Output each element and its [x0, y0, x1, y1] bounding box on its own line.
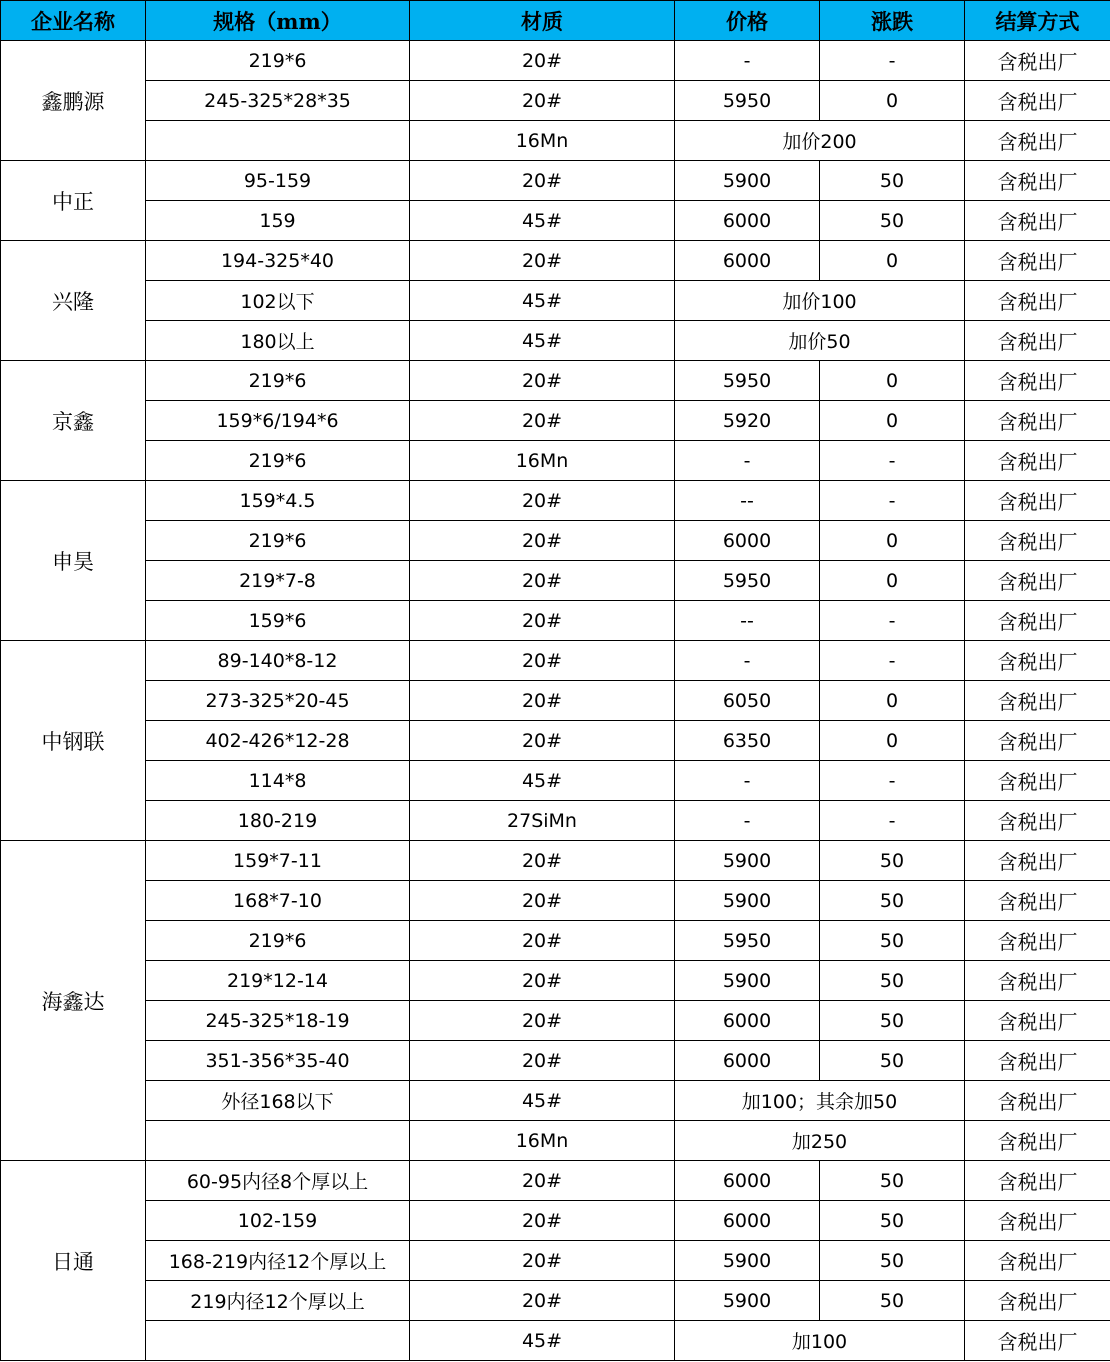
price-note-cell: 加价50 — [675, 321, 965, 361]
spec-cell: 273-325*20-45 — [146, 681, 410, 721]
price-cell: 5950 — [675, 561, 820, 601]
settlement-cell: 含税出厂 — [965, 1241, 1110, 1281]
price-cell: 5950 — [675, 81, 820, 121]
change-cell: 0 — [820, 401, 965, 441]
material-cell: 16Mn — [410, 441, 675, 481]
settlement-cell: 含税出厂 — [965, 401, 1110, 441]
change-cell: 0 — [820, 241, 965, 281]
material-cell: 27SiMn — [410, 801, 675, 841]
price-note-cell: 加价100 — [675, 281, 965, 321]
price-cell: 6000 — [675, 1041, 820, 1081]
material-cell: 45# — [410, 281, 675, 321]
material-cell: 20# — [410, 521, 675, 561]
spec-cell: 219内径12个厚以上 — [146, 1281, 410, 1321]
spec-cell: 245-325*28*35 — [146, 81, 410, 121]
table-row — [1, 801, 1110, 841]
settlement-cell: 含税出厂 — [965, 281, 1110, 321]
price-cell: 6000 — [675, 201, 820, 241]
material-cell: 45# — [410, 201, 675, 241]
material-cell: 20# — [410, 681, 675, 721]
settlement-cell: 含税出厂 — [965, 481, 1110, 521]
table-row — [1, 321, 1110, 361]
table-row — [1, 641, 1110, 681]
material-cell: 20# — [410, 81, 675, 121]
price-cell: 5900 — [675, 161, 820, 201]
table-row — [1, 1201, 1110, 1241]
settlement-cell: 含税出厂 — [965, 921, 1110, 961]
settlement-cell: 含税出厂 — [965, 641, 1110, 681]
spec-cell: 159*7-11 — [146, 841, 410, 881]
spec-cell: 219*7-8 — [146, 561, 410, 601]
table-row — [1, 881, 1110, 921]
price-note-cell: 加250 — [675, 1121, 965, 1161]
price-cell: -- — [675, 601, 820, 641]
price-cell: 6050 — [675, 681, 820, 721]
table-row — [1, 1281, 1110, 1321]
spec-cell: 60-95内径8个厚以上 — [146, 1161, 410, 1201]
table-row — [1, 721, 1110, 761]
spec-cell — [146, 121, 410, 161]
change-cell: 50 — [820, 161, 965, 201]
table-row — [1, 1161, 1110, 1201]
settlement-cell: 含税出厂 — [965, 681, 1110, 721]
change-cell: 50 — [820, 961, 965, 1001]
settlement-cell: 含税出厂 — [965, 561, 1110, 601]
material-cell: 20# — [410, 41, 675, 81]
table-row — [1, 681, 1110, 721]
settlement-cell: 含税出厂 — [965, 161, 1110, 201]
settlement-cell: 含税出厂 — [965, 1161, 1110, 1201]
table-row — [1, 161, 1110, 201]
price-note-cell: 加100 — [675, 1321, 965, 1361]
settlement-cell: 含税出厂 — [965, 441, 1110, 481]
change-cell: - — [820, 761, 965, 801]
price-cell: 5900 — [675, 881, 820, 921]
spec-cell: 95-159 — [146, 161, 410, 201]
header-company: 企业名称 — [1, 1, 146, 41]
price-cell: 6350 — [675, 721, 820, 761]
spec-cell: 180以上 — [146, 321, 410, 361]
table-row — [1, 1041, 1110, 1081]
price-cell: 5950 — [675, 921, 820, 961]
table-row — [1, 961, 1110, 1001]
material-cell: 20# — [410, 601, 675, 641]
price-cell: 6000 — [675, 241, 820, 281]
material-cell: 20# — [410, 841, 675, 881]
material-cell: 20# — [410, 1241, 675, 1281]
material-cell: 16Mn — [410, 1121, 675, 1161]
company-name: 日通 — [1, 1161, 146, 1361]
table-header — [1, 1, 1110, 41]
material-cell: 16Mn — [410, 121, 675, 161]
change-cell: - — [820, 801, 965, 841]
material-cell: 45# — [410, 1081, 675, 1121]
price-cell: 5950 — [675, 361, 820, 401]
header-change: 涨跌 — [820, 1, 965, 41]
table-row — [1, 1001, 1110, 1041]
spec-cell: 159*6/194*6 — [146, 401, 410, 441]
settlement-cell: 含税出厂 — [965, 961, 1110, 1001]
spec-cell: 168*7-10 — [146, 881, 410, 921]
settlement-cell: 含税出厂 — [965, 761, 1110, 801]
company-name: 海鑫达 — [1, 841, 146, 1161]
change-cell: - — [820, 441, 965, 481]
material-cell: 20# — [410, 1201, 675, 1241]
spec-cell: 159*6 — [146, 601, 410, 641]
price-cell: - — [675, 761, 820, 801]
material-cell: 20# — [410, 1281, 675, 1321]
material-cell: 45# — [410, 761, 675, 801]
table-row — [1, 441, 1110, 481]
change-cell: 50 — [820, 841, 965, 881]
table-row — [1, 361, 1110, 401]
settlement-cell: 含税出厂 — [965, 361, 1110, 401]
settlement-cell: 含税出厂 — [965, 1281, 1110, 1321]
table-row — [1, 601, 1110, 641]
spec-cell: 外径168以下 — [146, 1081, 410, 1121]
material-cell: 20# — [410, 921, 675, 961]
change-cell: 0 — [820, 681, 965, 721]
price-cell: 5900 — [675, 961, 820, 1001]
table-row — [1, 761, 1110, 801]
company-name: 京鑫 — [1, 361, 146, 481]
settlement-cell: 含税出厂 — [965, 841, 1110, 881]
settlement-cell: 含税出厂 — [965, 601, 1110, 641]
change-cell: 50 — [820, 881, 965, 921]
spec-cell: 180-219 — [146, 801, 410, 841]
price-cell: 5900 — [675, 1281, 820, 1321]
change-cell: - — [820, 481, 965, 521]
material-cell: 20# — [410, 561, 675, 601]
settlement-cell: 含税出厂 — [965, 121, 1110, 161]
table-row — [1, 841, 1110, 881]
settlement-cell: 含税出厂 — [965, 721, 1110, 761]
table-row — [1, 121, 1110, 161]
spec-cell: 159 — [146, 201, 410, 241]
change-cell: - — [820, 601, 965, 641]
spec-cell: 219*6 — [146, 361, 410, 401]
header-price: 价格 — [675, 1, 820, 41]
material-cell: 20# — [410, 401, 675, 441]
table-row — [1, 921, 1110, 961]
table-row — [1, 1241, 1110, 1281]
header-material: 材质 — [410, 1, 675, 41]
price-cell: - — [675, 801, 820, 841]
company-name: 鑫鹏源 — [1, 41, 146, 161]
table-row — [1, 281, 1110, 321]
settlement-cell: 含税出厂 — [965, 41, 1110, 81]
company-name: 中正 — [1, 161, 146, 241]
header-spec: 规格（mm） — [146, 1, 410, 41]
price-cell: 6000 — [675, 1001, 820, 1041]
table-row — [1, 1321, 1110, 1361]
header-settlement: 结算方式 — [965, 1, 1110, 41]
table-row — [1, 81, 1110, 121]
price-cell: 6000 — [675, 1161, 820, 1201]
price-cell: -- — [675, 481, 820, 521]
company-name: 申昊 — [1, 481, 146, 641]
spec-cell: 402-426*12-28 — [146, 721, 410, 761]
material-cell: 20# — [410, 361, 675, 401]
price-note-cell: 加价200 — [675, 121, 965, 161]
material-cell: 20# — [410, 1001, 675, 1041]
settlement-cell: 含税出厂 — [965, 1121, 1110, 1161]
spec-cell: 219*6 — [146, 41, 410, 81]
spec-cell: 194-325*40 — [146, 241, 410, 281]
price-cell: - — [675, 41, 820, 81]
settlement-cell: 含税出厂 — [965, 1201, 1110, 1241]
price-note-cell: 加100；其余加50 — [675, 1081, 965, 1121]
change-cell: 50 — [820, 201, 965, 241]
material-cell: 20# — [410, 1041, 675, 1081]
change-cell: 0 — [820, 561, 965, 601]
change-cell: 50 — [820, 1041, 965, 1081]
spec-cell — [146, 1321, 410, 1361]
change-cell: - — [820, 641, 965, 681]
material-cell: 20# — [410, 1161, 675, 1201]
material-cell: 20# — [410, 481, 675, 521]
company-name: 兴隆 — [1, 241, 146, 361]
material-cell: 20# — [410, 881, 675, 921]
settlement-cell: 含税出厂 — [965, 881, 1110, 921]
settlement-cell: 含税出厂 — [965, 1001, 1110, 1041]
spec-cell — [146, 1121, 410, 1161]
company-name: 中钢联 — [1, 641, 146, 841]
table-row — [1, 1081, 1110, 1121]
change-cell: 0 — [820, 361, 965, 401]
material-cell: 20# — [410, 961, 675, 1001]
spec-cell: 219*6 — [146, 521, 410, 561]
spec-cell: 219*12-14 — [146, 961, 410, 1001]
change-cell: 0 — [820, 81, 965, 121]
material-cell: 20# — [410, 641, 675, 681]
table-row — [1, 561, 1110, 601]
header-row — [1, 1, 1110, 41]
material-cell: 45# — [410, 321, 675, 361]
change-cell: 50 — [820, 1001, 965, 1041]
price-cell: 5920 — [675, 401, 820, 441]
settlement-cell: 含税出厂 — [965, 1041, 1110, 1081]
spec-cell: 102-159 — [146, 1201, 410, 1241]
table-row — [1, 201, 1110, 241]
spec-cell: 102以下 — [146, 281, 410, 321]
settlement-cell: 含税出厂 — [965, 201, 1110, 241]
settlement-cell: 含税出厂 — [965, 1321, 1110, 1361]
price-cell: - — [675, 641, 820, 681]
table-row — [1, 41, 1110, 81]
spec-cell: 219*6 — [146, 921, 410, 961]
material-cell: 20# — [410, 721, 675, 761]
material-cell: 45# — [410, 1321, 675, 1361]
table-row — [1, 521, 1110, 561]
spec-cell: 245-325*18-19 — [146, 1001, 410, 1041]
settlement-cell: 含税出厂 — [965, 1081, 1110, 1121]
price-cell: 6000 — [675, 521, 820, 561]
price-cell: - — [675, 441, 820, 481]
spec-cell: 89-140*8-12 — [146, 641, 410, 681]
change-cell: 50 — [820, 921, 965, 961]
change-cell: 50 — [820, 1281, 965, 1321]
price-cell: 5900 — [675, 841, 820, 881]
spec-cell: 159*4.5 — [146, 481, 410, 521]
change-cell: 0 — [820, 721, 965, 761]
change-cell: 50 — [820, 1161, 965, 1201]
spec-cell: 114*8 — [146, 761, 410, 801]
spec-cell: 168-219内径12个厚以上 — [146, 1241, 410, 1281]
table-row — [1, 241, 1110, 281]
settlement-cell: 含税出厂 — [965, 521, 1110, 561]
change-cell: - — [820, 41, 965, 81]
material-cell: 20# — [410, 241, 675, 281]
change-cell: 0 — [820, 521, 965, 561]
table-row — [1, 1121, 1110, 1161]
settlement-cell: 含税出厂 — [965, 321, 1110, 361]
table-row — [1, 401, 1110, 441]
price-cell: 5900 — [675, 1241, 820, 1281]
table-row — [1, 481, 1110, 521]
settlement-cell: 含税出厂 — [965, 81, 1110, 121]
change-cell: 50 — [820, 1201, 965, 1241]
change-cell: 50 — [820, 1241, 965, 1281]
settlement-cell: 含税出厂 — [965, 801, 1110, 841]
spec-cell: 219*6 — [146, 441, 410, 481]
spec-cell: 351-356*35-40 — [146, 1041, 410, 1081]
settlement-cell: 含税出厂 — [965, 241, 1110, 281]
price-cell: 6000 — [675, 1201, 820, 1241]
material-cell: 20# — [410, 161, 675, 201]
table-body — [1, 41, 1110, 1361]
